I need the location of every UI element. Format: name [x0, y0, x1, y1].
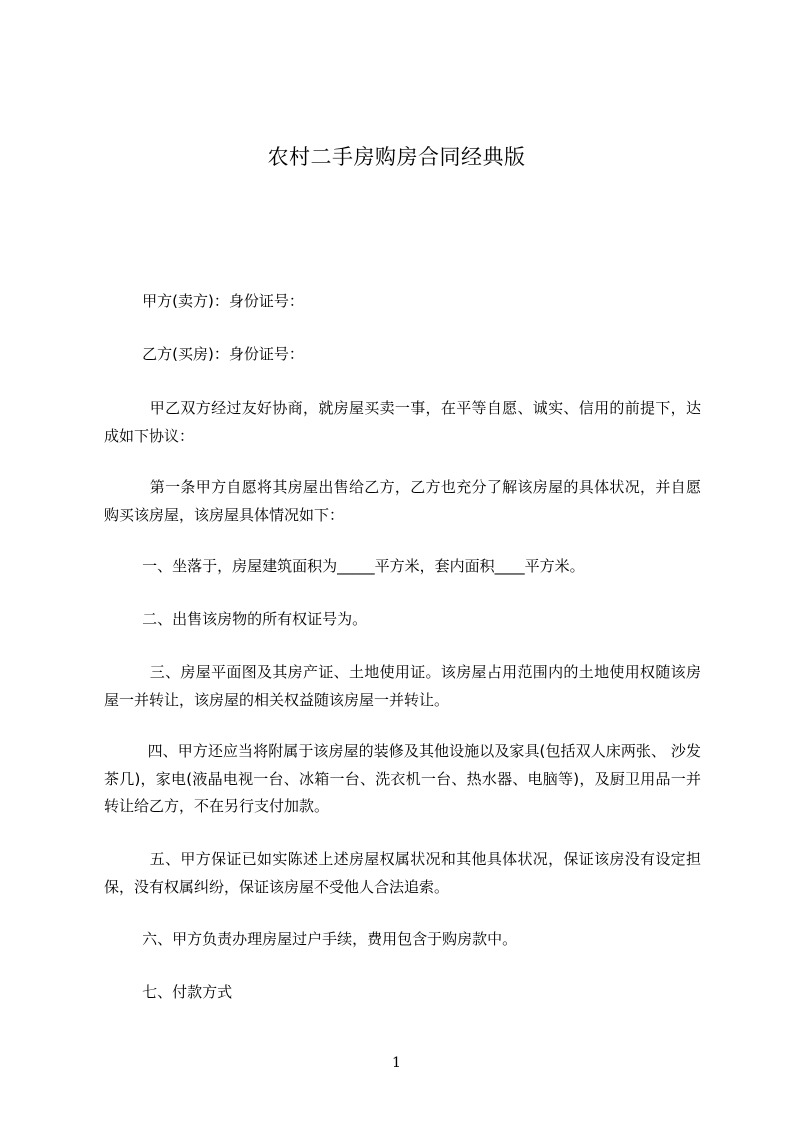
clause-seven-payment: 七、付款方式: [104, 983, 233, 1001]
clause-three-land-use: 三、房屋平面图及其房产证、土地使用证。该房屋占用范围内的土地使用权随该房屋一并转让，该房屋的相关权益随该房屋一并转让。: [104, 663, 701, 709]
page-number: 1: [392, 1055, 401, 1071]
clause-one-location: 一、坐落于，房屋建筑面积为_____平方米，套内面积____平方米。: [104, 557, 585, 575]
clause-six-transfer: 六、甲方负责办理房屋过户手续，费用包含于购房款中。: [104, 930, 518, 948]
party-a-line: 甲方(卖方)：身份证号：: [104, 292, 304, 310]
clause-two-certificate: 二、出售该房物的所有权证号为。: [104, 610, 368, 628]
agreement-intro: 甲乙双方经过友好协商，就房屋买卖一事，在平等自愿、诚实、信用的前提下，达成如下协议：: [104, 399, 701, 445]
party-b-line: 乙方(买房)：身份证号：: [104, 345, 304, 363]
clause-five-guarantee: 五、甲方保证已如实陈述上述房屋权属状况和其他具体状况，保证该房没有设定担保，没有权属纠纷，保证该房屋不受他人合法追索。: [104, 850, 701, 896]
article-one: 第一条甲方自愿将其房屋出售给乙方，乙方也充分了解该房屋的具体状况，并自愿购买该房屋，该房屋具体情况如下：: [104, 478, 701, 524]
clause-four-fixtures: 四、甲方还应当将附属于该房屋的装修及其他设施以及家具(包括双人床两张、 沙发茶几)，家电(液晶电视一台、冰箱一台、洗衣机一台、热水器、电脑等)，及厨卫用品一并转让给乙方，不在另行支付加款。: [104, 742, 701, 815]
document-title: 农村二手房购房合同经典版: [267, 145, 526, 169]
